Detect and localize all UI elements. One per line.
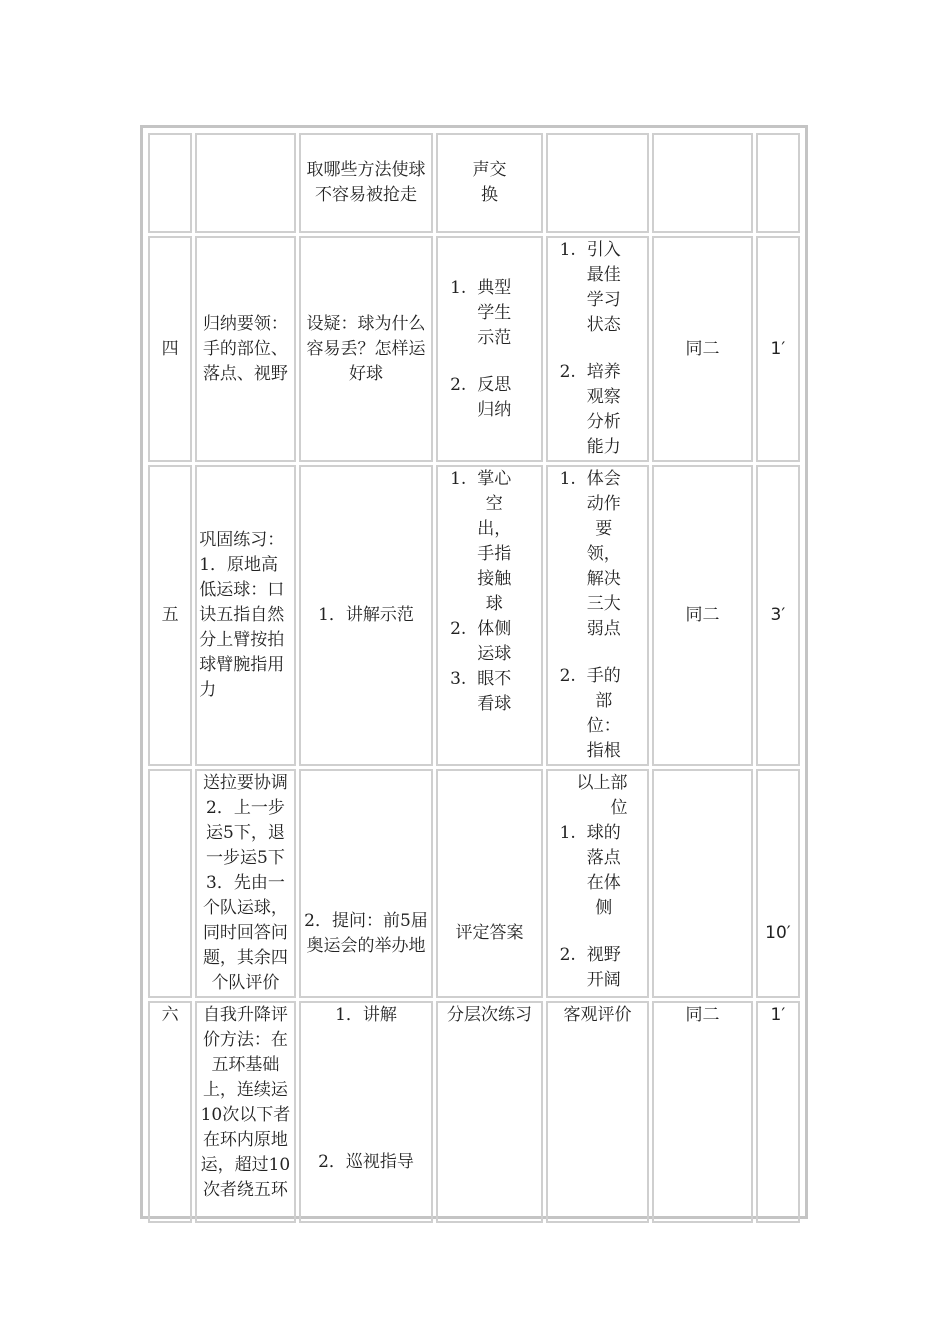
purpose-list (550, 821, 645, 993)
purpose-list (550, 238, 645, 460)
list-item: 2. 手的部位：指根 (559, 666, 621, 761)
cell-teacher: 1．讲解示范 (299, 465, 434, 766)
cell-step (148, 769, 192, 998)
cell-step (148, 133, 192, 233)
cell-teacher: 设疑：球为什么容易丢？怎样运好球 (299, 236, 434, 462)
cell-student: 评定答案 (436, 769, 543, 998)
purpose-heading: 以上部位 (576, 773, 628, 818)
cell-org: 同二 (652, 1001, 752, 1223)
cell-purpose (546, 769, 649, 998)
table-row (148, 1001, 800, 1223)
cell-step: 五 (148, 465, 192, 766)
purpose-list (550, 467, 645, 764)
table-grid (145, 130, 803, 1226)
teacher-item-1: 1．讲解 (335, 1005, 397, 1025)
cell-time: 1′ (756, 236, 800, 462)
cell-teacher: 2．提问：前5届奥运会的举办地 (299, 769, 434, 998)
list-item: 1. 引入最佳学习状态 (559, 240, 621, 335)
cell-teacher: 取哪些方法使球不容易被抢走 (299, 133, 434, 233)
list-item: 2. 视野开阔 (559, 945, 621, 990)
list-item: 1. 体会动作要领，解决三大弱点 (559, 469, 621, 639)
cell-step: 六 (148, 1001, 192, 1223)
list-item: 3. 眼不看球 (450, 669, 512, 714)
cell-org (652, 769, 752, 998)
student-list (440, 276, 539, 423)
cell-org: 同二 (652, 236, 752, 462)
list-item: 2. 培养观察分析能力 (559, 362, 621, 457)
table-row (148, 465, 800, 766)
cell-time (756, 133, 800, 233)
cell-content (195, 133, 295, 233)
cell-student (436, 236, 543, 462)
cell-student: 分层次练习 (436, 1001, 543, 1223)
cell-content: 自我升降评价方法：在五环基础上，连续运10次以下者在环内原地运，超过10次者绕五环 (195, 1001, 295, 1223)
list-item: 2. 体侧运球 (450, 619, 512, 664)
list-item: 1. 典型学生示范 (450, 277, 512, 348)
lesson-plan-table (140, 125, 808, 1219)
list-item: 2. 反思归纳 (450, 374, 512, 420)
cell-student (436, 465, 543, 766)
cell-purpose (546, 465, 649, 766)
cell-content: 送拉要协调2．上一步运5下，退一步运5下3．先由一个队运球，同时回答问题，其余四个队评价 (195, 769, 295, 998)
cell-content: 归纳要领：手的部位、落点、视野 (195, 236, 295, 462)
cell-purpose (546, 236, 649, 462)
table-row (148, 769, 800, 998)
student-list (440, 467, 539, 717)
cell-time: 1′ (756, 1001, 800, 1223)
cell-time: 3′ (756, 465, 800, 766)
cell-teacher (299, 1001, 434, 1223)
table-row (148, 133, 800, 233)
cell-purpose (546, 133, 649, 233)
table-row (148, 236, 800, 462)
cell-org (652, 133, 752, 233)
list-item: 1. 球的落点在体侧 (559, 823, 621, 918)
cell-org: 同二 (652, 465, 752, 766)
cell-student: 声交换 (436, 133, 543, 233)
cell-content: 巩固练习：1．原地高低运球：口诀五指自然分上臂按拍球臂腕指用力 (195, 465, 295, 766)
cell-time: 10′ (756, 769, 800, 998)
list-item: 1. 掌心空出，手指接触球 (450, 469, 512, 614)
teacher-item-2: 2．巡视指导 (318, 1152, 414, 1172)
cell-step: 四 (148, 236, 192, 462)
cell-purpose: 客观评价 (546, 1001, 649, 1223)
